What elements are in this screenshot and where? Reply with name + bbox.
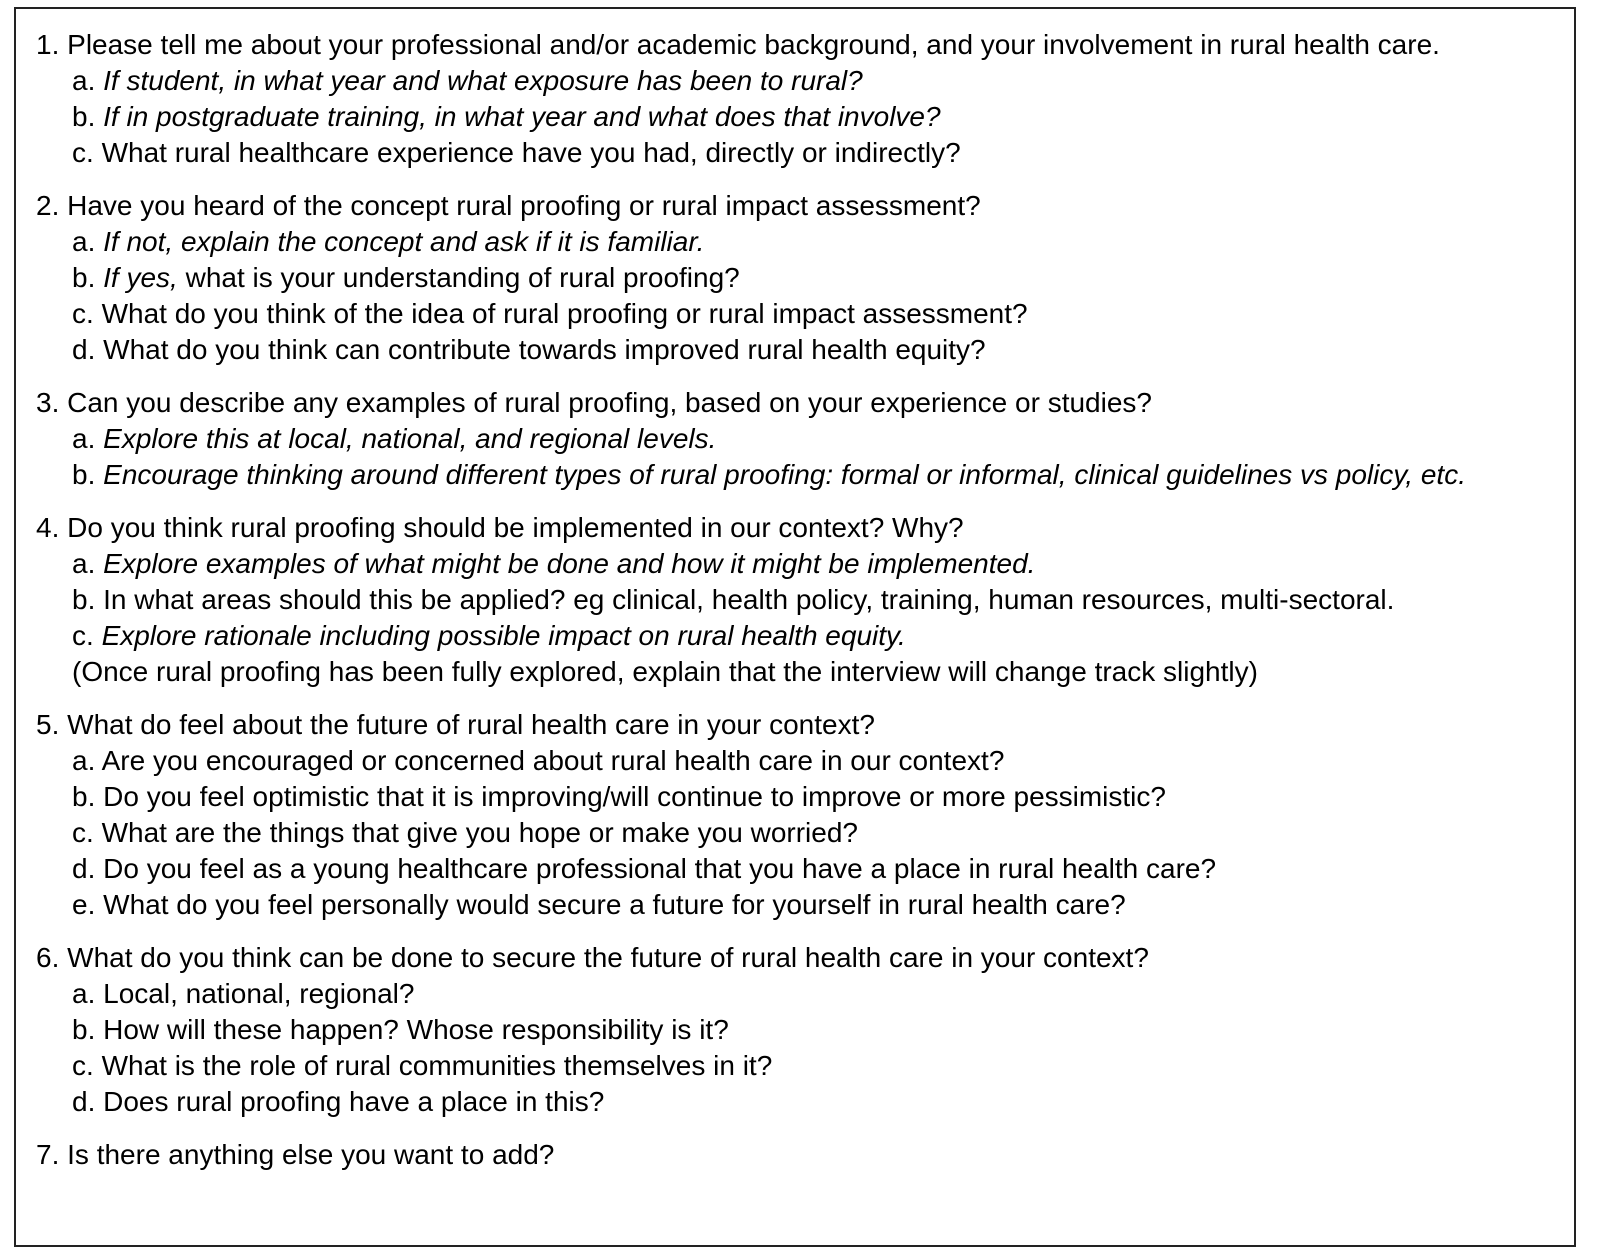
sub-question-letter: b.: [72, 781, 96, 812]
question-body: Have you heard of the concept rural proofing or rural impact assessment?: [67, 190, 981, 221]
question-body: Can you describe any examples of rural proofing, based on your experience or studies?: [67, 387, 1152, 418]
sub-question-c: [36, 1048, 1554, 1084]
sub-question-c: [36, 815, 1554, 851]
interview-guide-box: [14, 7, 1576, 1247]
question-number: 2.: [36, 190, 60, 221]
sub-question-a: [36, 63, 1554, 99]
sub-question-text: What do you think of the idea of rural proofing or rural impact assessment?: [101, 298, 1028, 329]
sub-question-c: [36, 296, 1554, 332]
sub-question-text: What is the role of rural communities themselves in it?: [101, 1050, 773, 1081]
sub-question-d: [36, 1084, 1554, 1120]
sub-question-letter: e.: [72, 889, 96, 920]
sub-question-letter: a.: [72, 423, 96, 454]
sub-question-letter: a.: [72, 548, 96, 579]
question-2: [36, 188, 1554, 368]
question-number: 5.: [36, 709, 60, 740]
sub-question-letter: a.: [72, 978, 96, 1009]
sub-question-b: [36, 99, 1554, 135]
question-4: [36, 510, 1554, 690]
question-number: 1.: [36, 29, 60, 60]
sub-question-text: How will these happen? Whose responsibility is it?: [103, 1014, 729, 1045]
question-number: 3.: [36, 387, 60, 418]
question-number: 6.: [36, 942, 60, 973]
sub-question-letter: b.: [72, 459, 96, 490]
interviewer-note: (Once rural proofing has been fully explored, explain that the interview will change track slightly): [72, 656, 1258, 687]
question-text: [36, 940, 1554, 976]
question-number: 7.: [36, 1139, 60, 1170]
question-3: [36, 385, 1554, 493]
question-text: [36, 1137, 1554, 1173]
sub-question-text: If student, in what year and what exposure has been to rural?: [103, 65, 863, 96]
question-6: [36, 940, 1554, 1120]
question-text: [36, 27, 1554, 63]
sub-question-a: [36, 546, 1554, 582]
sub-question-d: [36, 332, 1554, 368]
sub-question-e: [36, 887, 1554, 923]
sub-question-letter: a.: [72, 745, 96, 776]
sub-question-a: [36, 976, 1554, 1012]
sub-question-letter: c.: [72, 137, 94, 168]
question-7: [36, 1137, 1554, 1173]
sub-question-text: Local, national, regional?: [103, 978, 415, 1009]
sub-question-text: What are the things that give you hope or make you worried?: [101, 817, 858, 848]
sub-question-text: What rural healthcare experience have you had, directly or indirectly?: [101, 137, 961, 168]
question-body: What do feel about the future of rural health care in your context?: [67, 709, 875, 740]
sub-question-b: [36, 457, 1554, 493]
sub-question-letter: b.: [72, 1014, 96, 1045]
sub-question-letter: d.: [72, 1086, 96, 1117]
question-body: What do you think can be done to secure the future of rural health care in your context?: [67, 942, 1149, 973]
sub-question-d: [36, 851, 1554, 887]
sub-question-text: Explore this at local, national, and regional levels.: [103, 423, 717, 454]
sub-question-text: If yes,: [103, 262, 178, 293]
sub-question-letter: a.: [72, 65, 96, 96]
question-body: Is there anything else you want to add?: [67, 1139, 555, 1170]
question-text: [36, 510, 1554, 546]
sub-question-b: [36, 1012, 1554, 1048]
question-list: [36, 27, 1554, 1173]
question-body: Do you think rural proofing should be implemented in our context? Why?: [67, 512, 964, 543]
sub-question-text: Do you feel as a young healthcare professional that you have a place in rural health care?: [103, 853, 1217, 884]
sub-question-letter: c.: [72, 1050, 94, 1081]
sub-question-text: Do you feel optimistic that it is improving/will continue to improve or more pessimistic?: [103, 781, 1166, 812]
sub-question-text: Does rural proofing have a place in this?: [103, 1086, 605, 1117]
question-body: Please tell me about your professional and/or academic background, and your involvement in rural health care.: [67, 29, 1440, 60]
sub-question-text: Are you encouraged or concerned about rural health care in our context?: [101, 745, 1005, 776]
sub-question-letter: a.: [72, 226, 96, 257]
sub-question-text: What do you feel personally would secure a future for yourself in rural health care?: [103, 889, 1126, 920]
sub-question-letter: d.: [72, 334, 96, 365]
sub-question-b: [36, 582, 1554, 618]
sub-question-text: Encourage thinking around different types of rural proofing: formal or informal, clinical guidelines vs policy, etc.: [103, 459, 1466, 490]
sub-question-b: [36, 260, 1554, 296]
question-5: [36, 707, 1554, 923]
sub-question-text: If not, explain the concept and ask if it is familiar.: [103, 226, 705, 257]
question-text: [36, 707, 1554, 743]
question-1: [36, 27, 1554, 171]
sub-question-a: [36, 421, 1554, 457]
sub-question-text: what is your understanding of rural proofing?: [177, 262, 740, 293]
sub-question-text: What do you think can contribute towards improved rural health equity?: [103, 334, 986, 365]
question-text: [36, 385, 1554, 421]
sub-question-text: Explore rationale including possible impact on rural health equity.: [101, 620, 906, 651]
sub-question-a: [36, 743, 1554, 779]
sub-question-c: [36, 135, 1554, 171]
sub-question-letter: c.: [72, 298, 94, 329]
sub-question-letter: d.: [72, 853, 96, 884]
sub-question-letter: c.: [72, 817, 94, 848]
sub-question-text: In what areas should this be applied? eg clinical, health policy, training, human resources, multi-sectoral.: [103, 584, 1395, 615]
question-number: 4.: [36, 512, 60, 543]
sub-question-c: [36, 618, 1554, 654]
sub-question-letter: b.: [72, 584, 96, 615]
sub-question-text: Explore examples of what might be done and how it might be implemented.: [103, 548, 1036, 579]
sub-question-b: [36, 779, 1554, 815]
sub-question-letter: b.: [72, 262, 96, 293]
sub-question-letter: c.: [72, 620, 94, 651]
sub-question-a: [36, 224, 1554, 260]
sub-question-letter: b.: [72, 101, 96, 132]
sub-question-text: If in postgraduate training, in what year and what does that involve?: [103, 101, 941, 132]
question-text: [36, 188, 1554, 224]
